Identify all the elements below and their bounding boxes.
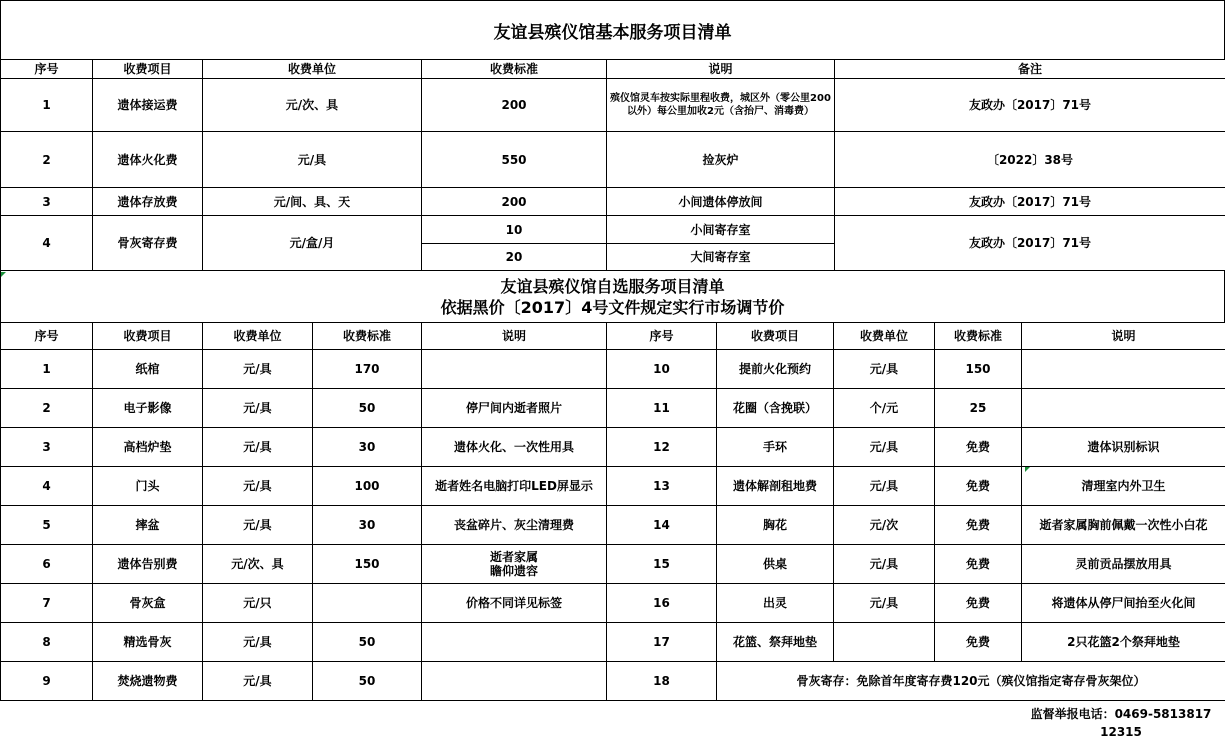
cell-desc: 2只花篮2个祭拜地垫 (1022, 623, 1225, 662)
cell-item: 花圈（含挽联） (717, 389, 834, 428)
cell-no: 4 (1, 216, 93, 271)
cell-item: 摔盆 (93, 506, 203, 545)
cell-desc: 灵前贡品摆放用具 (1022, 545, 1225, 584)
cell-unit: 元/具 (834, 350, 935, 389)
cell-item: 手环 (717, 428, 834, 467)
header-cell: 收费项目 (93, 60, 203, 79)
cell-no: 1 (1, 79, 93, 132)
cell-item: 焚烧遗物费 (93, 662, 203, 701)
hotline-line2: 12315 (1100, 725, 1142, 739)
cell-unit: 个/元 (834, 389, 935, 428)
cell-item: 提前火化预约 (717, 350, 834, 389)
header-cell: 说明 (1022, 323, 1225, 350)
table-row (1, 506, 1225, 545)
cell-price: 50 (313, 623, 422, 662)
cell-item: 骨灰寄存费 (93, 216, 203, 271)
cell-desc: 遗体识别标识 (1022, 428, 1225, 467)
cell-no: 5 (1, 506, 93, 545)
cell-desc: 丧盆碎片、灰尘清理费 (422, 506, 607, 545)
header-cell: 备注 (835, 60, 1225, 79)
cell-price: 30 (313, 428, 422, 467)
table-row (1, 428, 1225, 467)
hotline (1021, 705, 1221, 741)
cell-price: 免费 (935, 506, 1022, 545)
cell-comment-marker-icon (1, 272, 6, 277)
cell-price: 20 (422, 244, 607, 271)
cell-price: 150 (935, 350, 1022, 389)
basic-services-title (0, 0, 1225, 60)
header-cell: 序号 (607, 323, 717, 350)
cell-desc (422, 350, 607, 389)
table-row (1, 662, 1225, 701)
table-row (1, 132, 1225, 188)
cell-desc: 清理室内外卫生 (1022, 467, 1225, 506)
cell-unit: 元/具 (203, 623, 313, 662)
optional-title-line2: 依据黑价〔2017〕4号文件规定实行市场调节价 (440, 297, 785, 317)
cell-desc (422, 623, 607, 662)
cell-item: 胸花 (717, 506, 834, 545)
cell-unit: 元/具 (834, 467, 935, 506)
cell-merged-note: 骨灰寄存：免除首年度寄存费120元（殡仪馆指定寄存骨灰架位） (717, 662, 1225, 701)
cell-unit: 元/具 (203, 132, 422, 188)
cell-price: 550 (422, 132, 607, 188)
cell-item: 出灵 (717, 584, 834, 623)
cell-price: 免费 (935, 467, 1022, 506)
cell-item: 门头 (93, 467, 203, 506)
optional-services-title (0, 271, 1225, 322)
cell-desc (1022, 350, 1225, 389)
cell-price: 200 (422, 188, 607, 216)
table-row (1, 79, 1225, 132)
cell-item: 遗体解剖租地费 (717, 467, 834, 506)
cell-price: 免费 (935, 584, 1022, 623)
header-cell: 收费标准 (935, 323, 1022, 350)
cell-item: 花篮、祭拜地垫 (717, 623, 834, 662)
cell-unit: 元/只 (203, 584, 313, 623)
cell-unit (834, 623, 935, 662)
cell-no: 15 (607, 545, 717, 584)
cell-no: 11 (607, 389, 717, 428)
cell-price: 免费 (935, 428, 1022, 467)
cell-item: 供桌 (717, 545, 834, 584)
cell-desc: 大间寄存室 (607, 244, 835, 271)
optional-table-body (1, 350, 1225, 701)
cell-unit: 元/具 (203, 428, 313, 467)
cell-desc: 遗体火化、一次性用具 (422, 428, 607, 467)
header-cell: 序号 (1, 323, 93, 350)
cell-no: 16 (607, 584, 717, 623)
cell-price: 100 (313, 467, 422, 506)
cell-unit: 元/次、具 (203, 79, 422, 132)
optional-header-row (1, 323, 1225, 350)
cell-item: 精选骨灰 (93, 623, 203, 662)
header-cell: 收费项目 (93, 323, 203, 350)
cell-note: 友政办〔2017〕71号 (835, 216, 1225, 271)
cell-price: 50 (313, 389, 422, 428)
cell-no: 7 (1, 584, 93, 623)
table-row (1, 545, 1225, 584)
optional-title-line1: 友谊县殡仪馆自选服务项目清单 (500, 276, 725, 296)
cell-unit: 元/间、具、天 (203, 188, 422, 216)
cell-no: 1 (1, 350, 93, 389)
cell-no: 3 (1, 428, 93, 467)
cell-desc: 逝者姓名电脑打印LED屏显示 (422, 467, 607, 506)
header-cell: 序号 (1, 60, 93, 79)
header-cell: 说明 (422, 323, 607, 350)
table-row (1, 350, 1225, 389)
cell-price: 200 (422, 79, 607, 132)
cell-no: 3 (1, 188, 93, 216)
cell-no: 10 (607, 350, 717, 389)
table-row (1, 389, 1225, 428)
cell-item: 遗体火化费 (93, 132, 203, 188)
cell-price: 免费 (935, 623, 1022, 662)
header-cell: 说明 (607, 60, 835, 79)
cell-price: 50 (313, 662, 422, 701)
cell-desc (1022, 389, 1225, 428)
header-cell: 收费单位 (203, 60, 422, 79)
table-row (1, 467, 1225, 506)
cell-price: 170 (313, 350, 422, 389)
cell-no: 4 (1, 467, 93, 506)
cell-desc (422, 662, 607, 701)
cell-desc: 逝者家属胸前佩戴一次性小白花 (1022, 506, 1225, 545)
cell-item: 遗体存放费 (93, 188, 203, 216)
basic-title-text: 友谊县殡仪馆基本服务项目清单 (493, 23, 732, 43)
cell-no: 18 (607, 662, 717, 701)
cell-desc: 殡仪馆灵车按实际里程收费，城区外（零公里200以外）每公里加收2元（含抬尸、消毒费） (607, 79, 835, 132)
header-cell: 收费单位 (203, 323, 313, 350)
cell-no: 6 (1, 545, 93, 584)
cell-item: 骨灰盒 (93, 584, 203, 623)
cell-unit: 元/盒/月 (203, 216, 422, 271)
cell-desc: 小间遗体停放间 (607, 188, 835, 216)
cell-no: 8 (1, 623, 93, 662)
table-row (1, 584, 1225, 623)
cell-note: 友政办〔2017〕71号 (835, 79, 1225, 132)
cell-price: 免费 (935, 545, 1022, 584)
cell-no: 9 (1, 662, 93, 701)
cell-note: 友政办〔2017〕71号 (835, 188, 1225, 216)
header-cell: 收费单位 (834, 323, 935, 350)
cell-price: 25 (935, 389, 1022, 428)
header-cell: 收费标准 (313, 323, 422, 350)
cell-unit: 元/具 (203, 506, 313, 545)
cell-no: 14 (607, 506, 717, 545)
cell-price (313, 584, 422, 623)
cell-unit: 元/次 (834, 506, 935, 545)
cell-unit: 元/次、具 (203, 545, 313, 584)
cell-price: 30 (313, 506, 422, 545)
cell-unit: 元/具 (834, 545, 935, 584)
cell-no: 13 (607, 467, 717, 506)
cell-no: 17 (607, 623, 717, 662)
cell-unit: 元/具 (203, 467, 313, 506)
cell-comment-marker-icon (1025, 467, 1030, 472)
cell-unit: 元/具 (203, 350, 313, 389)
cell-item: 高档炉垫 (93, 428, 203, 467)
cell-unit: 元/具 (203, 389, 313, 428)
cell-item: 遗体接运费 (93, 79, 203, 132)
table-row (1, 216, 1225, 244)
cell-no: 12 (607, 428, 717, 467)
cell-note: 〔2022〕38号 (835, 132, 1225, 188)
cell-desc: 逝者家属 瞻仰遗容 (422, 545, 607, 584)
cell-desc: 将遗体从停尸间抬至火化间 (1022, 584, 1225, 623)
header-cell: 收费标准 (422, 60, 607, 79)
cell-item: 遗体告别费 (93, 545, 203, 584)
optional-services-table (0, 322, 1225, 701)
cell-desc: 小间寄存室 (607, 216, 835, 244)
cell-desc: 价格不同详见标签 (422, 584, 607, 623)
basic-header-row (1, 60, 1225, 79)
header-cell: 收费项目 (717, 323, 834, 350)
cell-desc: 停尸间内逝者照片 (422, 389, 607, 428)
cell-price: 10 (422, 216, 607, 244)
basic-services-table (0, 59, 1225, 271)
cell-no: 2 (1, 132, 93, 188)
cell-no: 2 (1, 389, 93, 428)
cell-price: 150 (313, 545, 422, 584)
cell-desc: 捡灰炉 (607, 132, 835, 188)
table-row (1, 623, 1225, 662)
cell-item: 电子影像 (93, 389, 203, 428)
cell-item: 纸棺 (93, 350, 203, 389)
cell-unit: 元/具 (834, 428, 935, 467)
table-row (1, 188, 1225, 216)
hotline-line1: 监督举报电话：0469-5813817 (1030, 707, 1212, 721)
cell-unit: 元/具 (203, 662, 313, 701)
cell-unit: 元/具 (834, 584, 935, 623)
